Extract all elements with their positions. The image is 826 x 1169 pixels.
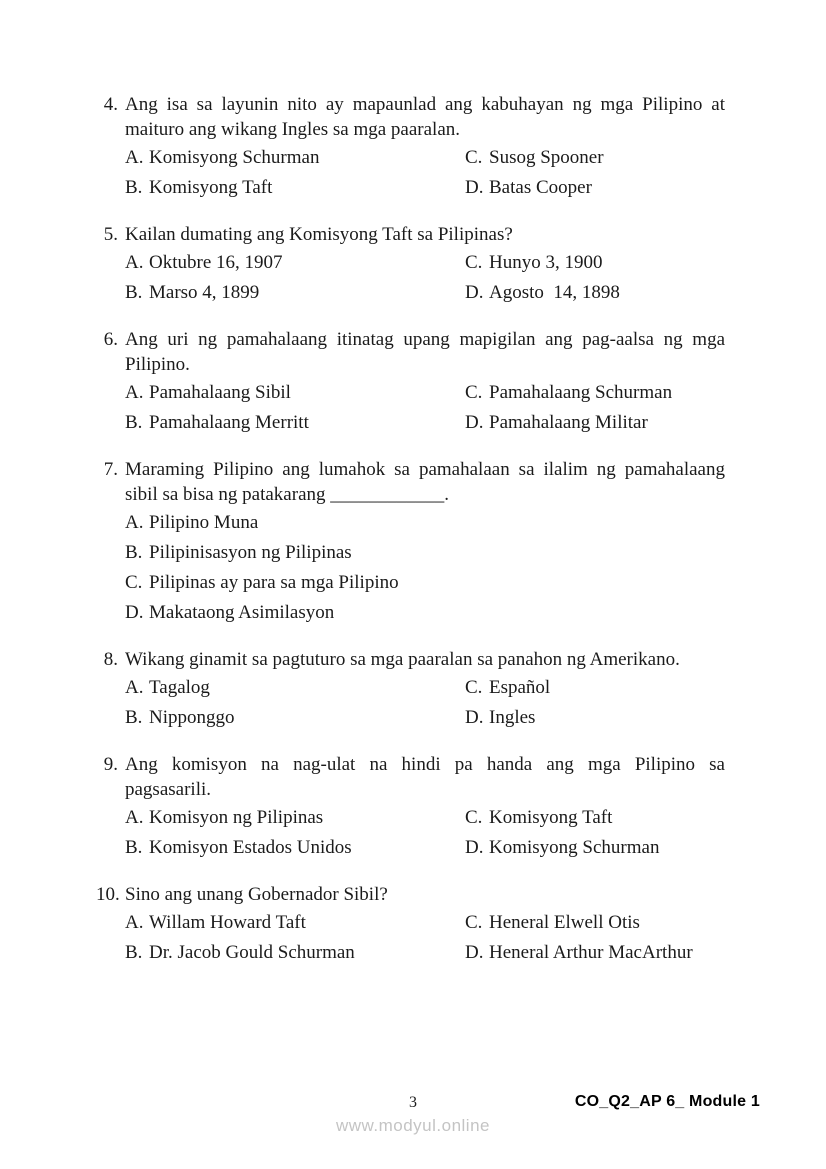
option-text: Hunyo 3, 1900 (489, 252, 603, 273)
option-text: Komisyong Taft (149, 177, 273, 198)
question-8-line-1: Wikang ginamit sa pagtuturo sa mga paaralan sa panahon ng Amerikano. (125, 649, 680, 670)
question-8-option-d (465, 705, 725, 730)
question-9-options (125, 805, 725, 860)
question-9-option-a (125, 805, 465, 830)
option-text: Pamahalaang Sibil (149, 382, 291, 403)
question-8 (96, 647, 725, 730)
option-letter: D. (125, 602, 144, 623)
question-4-option-a (125, 145, 465, 170)
option-text: Batas Cooper (489, 177, 592, 198)
question-4-number: 4. (103, 94, 118, 115)
option-letter: B. (125, 177, 143, 198)
option-text: Komisyong Schurman (489, 837, 660, 858)
option-text: Willam Howard Taft (149, 912, 306, 933)
option-letter: B. (125, 282, 143, 303)
question-6-text (125, 327, 725, 377)
question-10-line-1: Sino ang unang Gobernador Sibil? (125, 884, 388, 905)
question-8-number: 8. (103, 649, 118, 670)
question-7 (96, 457, 725, 625)
question-4 (96, 92, 725, 200)
option-text: Susog Spooner (489, 147, 604, 168)
question-5-line-1: Kailan dumating ang Komisyong Taft sa Pilipinas? (125, 224, 513, 245)
question-8-body (125, 647, 725, 730)
question-9 (96, 752, 725, 860)
question-7-body (125, 457, 725, 625)
option-letter: B. (125, 412, 143, 433)
option-letter: C. (125, 572, 143, 593)
option-letter: B. (125, 707, 143, 728)
option-letter: A. (125, 512, 144, 533)
question-8-option-b (125, 705, 465, 730)
question-4-options (125, 145, 725, 200)
option-text: Español (489, 677, 551, 698)
option-text: Pamahalaang Merritt (149, 412, 309, 433)
page-number: 3 (409, 1094, 417, 1111)
option-letter: C. (465, 677, 483, 698)
question-8-options (125, 675, 725, 730)
question-5 (96, 222, 725, 305)
option-letter: D. (465, 412, 484, 433)
question-4-option-c (465, 145, 725, 170)
question-6-line-2: Pilipino. (125, 354, 190, 375)
option-text: Heneral Arthur MacArthur (489, 942, 693, 963)
option-text: Komisyon Estados Unidos (149, 837, 352, 858)
question-10-option-c (465, 910, 725, 935)
question-7-options (125, 510, 725, 625)
question-9-body (125, 752, 725, 860)
quiz-content (96, 92, 725, 987)
watermark: www.modyul.online (335, 1116, 490, 1135)
option-letter: B. (125, 542, 143, 563)
question-5-option-c (465, 250, 725, 275)
question-4-option-b (125, 175, 465, 200)
question-9-text (125, 752, 725, 802)
question-7-option-c (125, 570, 725, 595)
option-letter: C. (465, 147, 483, 168)
question-9-option-c (465, 805, 725, 830)
question-6-body (125, 327, 725, 435)
question-9-line-1: Ang komisyon na nag-ulat na hindi pa handa ang mga Pilipino sa (125, 754, 725, 775)
question-9-option-d (465, 835, 725, 860)
question-5-option-b (125, 280, 465, 305)
question-6 (96, 327, 725, 435)
question-4-line-1: Ang isa sa layunin nito ay mapaunlad ang kabuhayan ng mga Pilipino at (125, 94, 725, 115)
option-text: Marso 4, 1899 (149, 282, 260, 303)
option-text: Tagalog (149, 677, 210, 698)
question-5-option-d (465, 280, 725, 305)
question-6-option-a (125, 380, 465, 405)
question-9-option-b (125, 835, 465, 860)
option-text: Ingles (489, 707, 536, 728)
question-10-option-d (465, 940, 725, 965)
option-letter: B. (125, 942, 143, 963)
question-10-options (125, 910, 725, 965)
question-10-option-b (125, 940, 465, 965)
option-text: Komisyon ng Pilipinas (149, 807, 324, 828)
option-text: Pamahalaang Schurman (489, 382, 673, 403)
option-text: Makataong Asimilasyon (149, 602, 335, 623)
module-label: CO_Q2_AP 6_ Module 1 (574, 1093, 760, 1110)
option-text: Pilipinisasyon ng Pilipinas (149, 542, 352, 563)
question-5-option-a (125, 250, 465, 275)
option-letter: A. (125, 807, 144, 828)
option-letter: D. (465, 177, 484, 198)
question-7-option-a (125, 510, 725, 535)
option-letter: C. (465, 382, 483, 403)
question-7-text (125, 457, 725, 507)
option-text: Agosto 14, 1898 (489, 282, 620, 303)
option-text: Nipponggo (149, 707, 235, 728)
option-letter: D. (465, 942, 484, 963)
option-text: Pilipinas ay para sa mga Pilipino (149, 572, 399, 593)
question-7-line-2: sibil sa bisa ng patakarang ____________. (125, 484, 450, 505)
question-7-option-b (125, 540, 725, 565)
question-9-line-2: pagsasarili. (125, 779, 212, 800)
question-6-options (125, 380, 725, 435)
option-letter: D. (465, 707, 484, 728)
option-letter: D. (465, 282, 484, 303)
option-letter: C. (465, 912, 483, 933)
question-6-option-b (125, 410, 465, 435)
option-text: Heneral Elwell Otis (489, 912, 640, 933)
option-letter: A. (125, 677, 144, 698)
question-10-number: 10. (96, 884, 120, 905)
question-10-option-a (125, 910, 465, 935)
option-text: Pilipino Muna (149, 512, 259, 533)
option-letter: A. (125, 912, 144, 933)
option-letter: B. (125, 837, 143, 858)
question-6-option-c (465, 380, 725, 405)
option-text: Dr. Jacob Gould Schurman (149, 942, 355, 963)
question-7-option-d (125, 600, 725, 625)
question-7-line-1: Maraming Pilipino ang lumahok sa pamahalaan sa ilalim ng pamahalaang (125, 459, 725, 480)
question-4-line-2: maituro ang wikang Ingles sa mga paaralan. (125, 119, 461, 140)
option-letter: D. (465, 837, 484, 858)
question-10 (96, 882, 725, 965)
option-text: Oktubre 16, 1907 (149, 252, 283, 273)
option-letter: A. (125, 252, 144, 273)
question-5-number: 5. (103, 224, 118, 245)
question-5-text (125, 222, 725, 247)
option-letter: C. (465, 252, 483, 273)
question-8-option-c (465, 675, 725, 700)
option-letter: A. (125, 147, 144, 168)
question-9-number: 9. (103, 754, 118, 775)
option-text: Komisyong Taft (489, 807, 613, 828)
question-6-line-1: Ang uri ng pamahalaang itinatag upang mapigilan ang pag-aalsa ng mga (125, 329, 725, 350)
option-letter: C. (465, 807, 483, 828)
question-7-number: 7. (103, 459, 118, 480)
question-10-text (125, 882, 725, 907)
question-6-number: 6. (103, 329, 118, 350)
question-10-body (125, 882, 725, 965)
option-text: Pamahalaang Militar (489, 412, 648, 433)
option-text: Komisyong Schurman (149, 147, 320, 168)
option-letter: A. (125, 382, 144, 403)
question-5-body (125, 222, 725, 305)
question-8-text (125, 647, 725, 672)
question-5-options (125, 250, 725, 305)
question-8-option-a (125, 675, 465, 700)
question-4-option-d (465, 175, 725, 200)
question-6-option-d (465, 410, 725, 435)
question-4-text (125, 92, 725, 142)
question-4-body (125, 92, 725, 200)
